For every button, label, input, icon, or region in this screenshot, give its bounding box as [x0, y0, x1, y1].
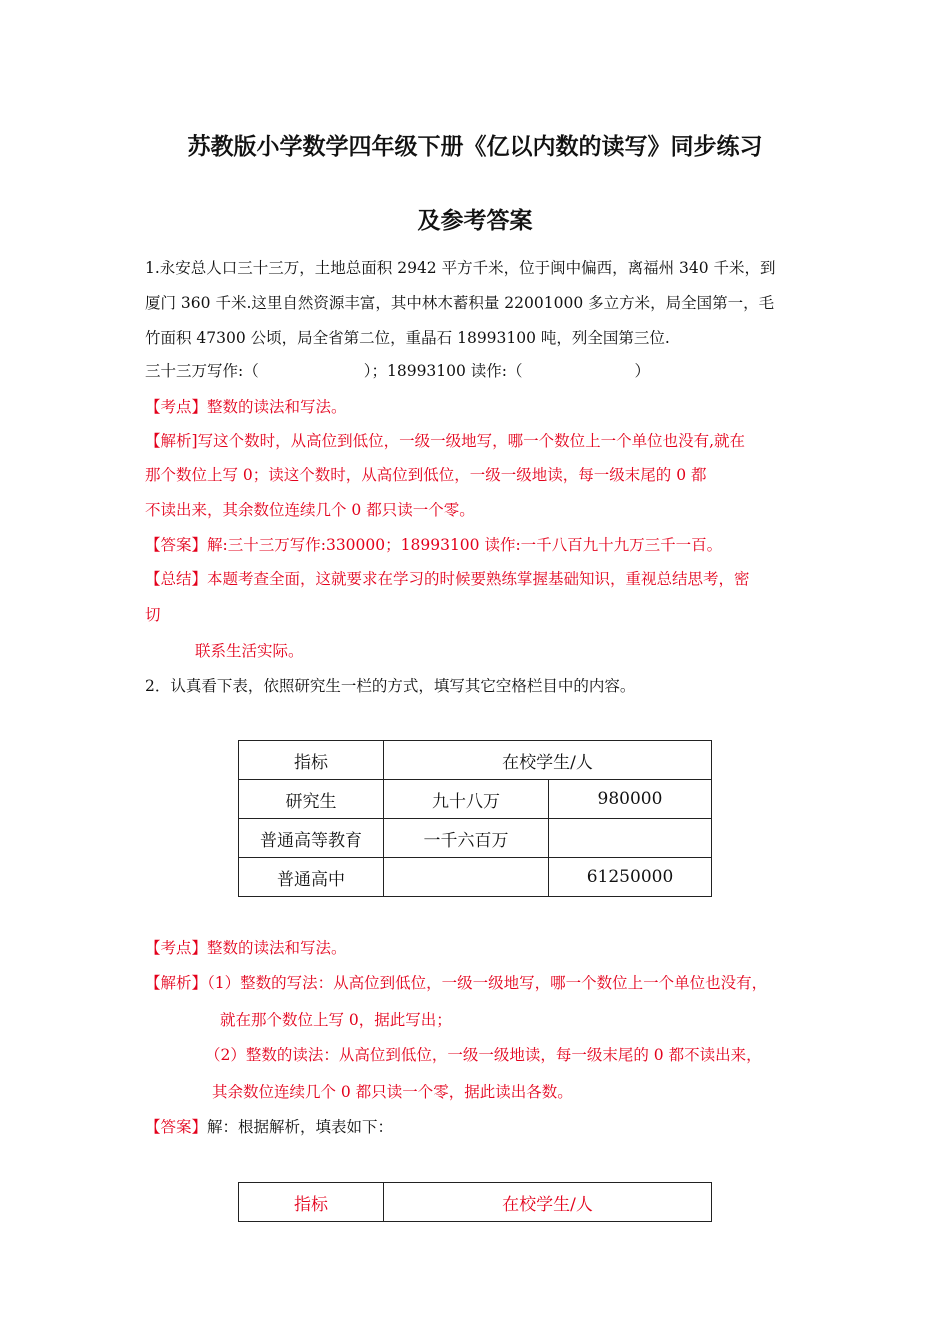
table-header-indicator: 指标 — [239, 741, 384, 780]
table-cell: 61250000 — [549, 858, 712, 897]
q2-jiexi-text1: （1）整数的写法：从高位到低位，一级一级地写，哪一个数位上一个单位也没有， — [207, 974, 768, 992]
document-title-line1: 苏教版小学数学四年级下册《亿以内数的读写》同步练习 — [187, 134, 763, 160]
answer-table-header-students: 在校学生/人 — [384, 1183, 712, 1222]
document-title-line2: 及参考答案 — [417, 208, 533, 234]
table-row — [239, 780, 712, 819]
q1-jiexi-line1 — [145, 431, 745, 451]
table-cell: 普通高等教育 — [239, 819, 384, 858]
table-row — [239, 858, 712, 897]
answer-table-header-indicator: 指标 — [239, 1183, 384, 1222]
q1-kaodian-text: 整数的读法和写法。 — [207, 398, 347, 416]
q1-kaodian-tag: 【考点】 — [145, 398, 208, 416]
table-cell — [549, 819, 712, 858]
q2-answer-table — [238, 1182, 712, 1222]
q2-kaodian-tag: 【考点】 — [145, 939, 208, 957]
q2-prompt: 2．认真看下表，依照研究生一栏的方式，填写其它空格栏目中的内容。 — [145, 677, 636, 695]
q1-summary-line2: 切 — [145, 606, 161, 624]
table-cell: 普通高中 — [239, 858, 384, 897]
table-row — [239, 819, 712, 858]
q1-fill-a: 三十三万写作:（ — [145, 362, 259, 380]
q2-jiexi-line4: 其余数位连续几个 0 都只读一个零，据此读出各数。 — [212, 1083, 573, 1101]
q1-summary-text1: 本题考查全面，这就要求在学习的时候要熟练掌握基础知识，重视总结思考，密 — [207, 570, 750, 588]
table-header-students: 在校学生/人 — [384, 741, 712, 780]
table-cell — [384, 858, 549, 897]
table-cell: 980000 — [549, 780, 712, 819]
q2-jiexi-line1 — [145, 973, 767, 993]
q2-jiexi-line3: （2）整数的读法：从高位到低位，一级一级地读，每一级末尾的 0 都不读出来， — [205, 1046, 762, 1064]
q2-table — [238, 740, 712, 897]
table-cell: 九十八万 — [384, 780, 549, 819]
q1-kaodian — [145, 397, 347, 417]
q1-paragraph-line3: 竹面积 47300 公顷，局全省第二位，重晶石 18993100 吨，列全国第三位. — [145, 329, 670, 347]
q1-jiexi-line3: 不读出来，其余数位连续几个 0 都只读一个零。 — [145, 501, 475, 519]
q2-jiexi-line2: 就在那个数位上写 0，据此写出； — [220, 1011, 452, 1029]
q1-paragraph-line2: 厦门 360 千米.这里自然资源丰富，其中林木蓄积量 22001000 多立方米，局全国第一，毛 — [145, 294, 775, 312]
q1-summary-line1 — [145, 569, 750, 589]
q1-summary-tag: 【总结】 — [145, 570, 208, 588]
q1-answer-text: 解:三十三万写作:330000；18993100 读作:一千八百九十九万三千一百。 — [207, 536, 723, 554]
table-cell: 研究生 — [239, 780, 384, 819]
q1-paragraph-line1: 1.永安总人口三十三万，土地总面积 2942 平方千米，位于闽中偏西，离福州 340 千米，到 — [145, 259, 776, 277]
table-row — [239, 1183, 712, 1222]
table-cell: 一千六百万 — [384, 819, 549, 858]
q2-kaodian — [145, 938, 347, 958]
q1-jiexi-text1: 写这个数时，从高位到低位，一级一级地写，哪一个数位上一个单位也没有,就在 — [197, 432, 745, 450]
q1-answer-tag: 【答案】 — [145, 536, 208, 554]
q2-kaodian-text: 整数的读法和写法。 — [207, 939, 347, 957]
q1-answer — [145, 535, 722, 555]
q2-answer-text: 解：根据解析，填表如下： — [207, 1118, 394, 1136]
q1-fill-b: ）；18993100 读作:（ — [363, 362, 523, 380]
table-row — [239, 741, 712, 780]
q2-answer — [145, 1117, 393, 1137]
q1-fill-c: ） — [634, 362, 651, 380]
q2-answer-tag: 【答案】 — [145, 1118, 208, 1136]
q1-summary-line3: 联系生活实际。 — [195, 642, 304, 660]
q1-jiexi-line2: 那个数位上写 0；读这个数时，从高位到低位，一级一级地读，每一级末尾的 0 都 — [145, 466, 707, 484]
q1-jiexi-tag: 【解析] — [145, 432, 198, 450]
q2-jiexi-tag: 【解析】 — [145, 974, 208, 992]
q1-fill-blanks — [145, 361, 650, 381]
